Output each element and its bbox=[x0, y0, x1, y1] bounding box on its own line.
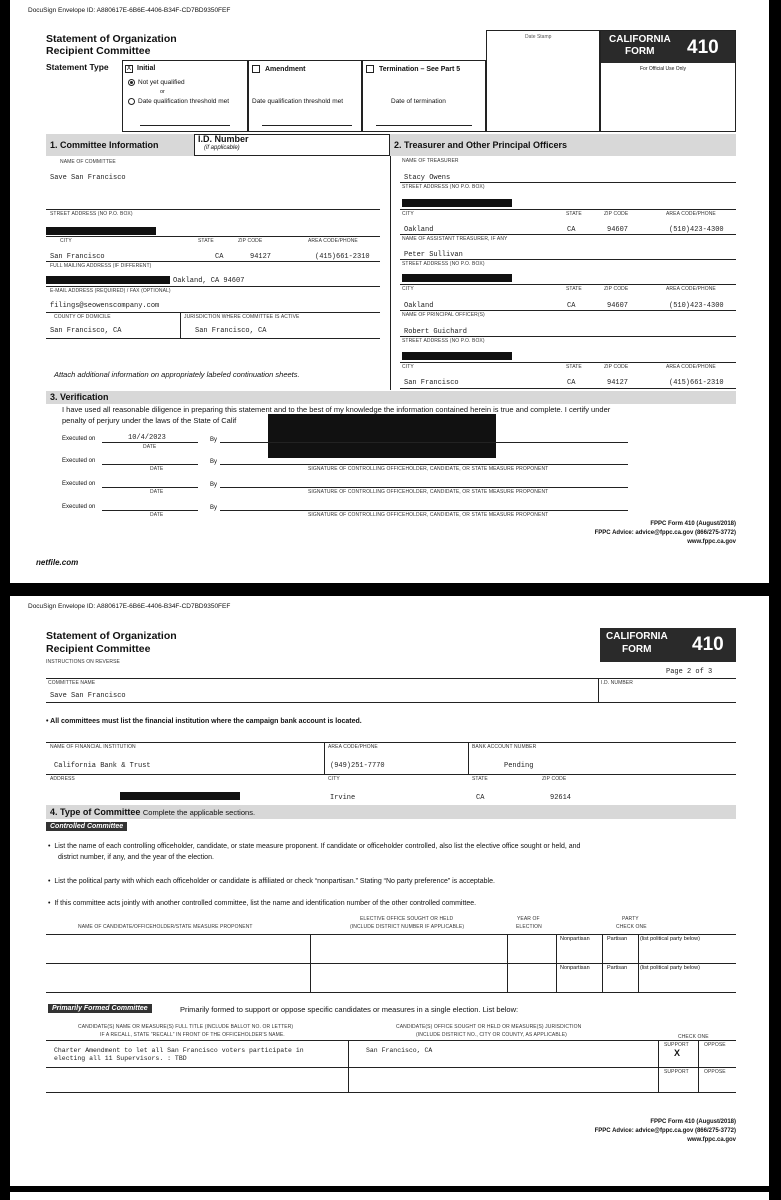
controlled-col-1 bbox=[310, 934, 311, 992]
fin-inst-value[interactable]: California Bank & Trust bbox=[54, 762, 151, 770]
form-410-header bbox=[600, 628, 736, 662]
bullet-2: • List the political party with which each officeholder or candidate is affiliated or check “nonpartisan.” Stating “No party preference” is acceptable. bbox=[48, 878, 495, 885]
col-year-header-2: ELECTION bbox=[516, 924, 542, 930]
redacted-treasurer-street bbox=[402, 199, 512, 207]
treasurer-name-label: NAME OF TREASURER bbox=[402, 158, 459, 164]
treasurer-city-label: CITY bbox=[402, 211, 414, 217]
id-number-divider bbox=[598, 678, 599, 702]
treasurer-city-line bbox=[400, 234, 736, 235]
form-california: CALIFORNIA bbox=[606, 631, 668, 642]
termination-date-label: Date of termination bbox=[391, 98, 446, 105]
redacted-assistant-street bbox=[402, 274, 512, 282]
principal-phone-label: AREA CODE/PHONE bbox=[666, 364, 716, 370]
bank-address-label: ADDRESS bbox=[50, 776, 75, 782]
treasurer-state-value[interactable]: CA bbox=[567, 226, 576, 234]
controlled-table-mid bbox=[46, 963, 736, 964]
netfile-logo: netfile.com bbox=[36, 558, 79, 567]
assistant-city-value[interactable]: Oakland bbox=[404, 302, 434, 310]
assistant-name-value[interactable]: Peter Sullivan bbox=[404, 251, 463, 259]
id-number-label: I.D. Number bbox=[198, 134, 249, 144]
date-line-2[interactable] bbox=[102, 464, 198, 465]
treasurer-street-line bbox=[400, 209, 736, 210]
amendment-threshold-label: Date qualification threshold met bbox=[252, 98, 344, 105]
statement-type-label: Statement Type bbox=[46, 62, 109, 72]
bank-account-value[interactable]: Pending bbox=[504, 762, 534, 770]
by-label-4: By bbox=[210, 505, 218, 511]
controlled-col-5 bbox=[638, 934, 639, 992]
bullet-3: • If this committee acts jointly with another controlled committee, list the name and identification number of the other controlled committee. bbox=[48, 900, 477, 907]
signature-line-2[interactable] bbox=[220, 464, 628, 465]
bank-zip-value[interactable]: 92614 bbox=[550, 794, 572, 802]
initial-label: Initial bbox=[137, 65, 156, 72]
pf-table-bottom bbox=[46, 1092, 736, 1093]
controlled-col-3 bbox=[556, 934, 557, 992]
form-form: FORM bbox=[625, 46, 655, 57]
assistant-state-label: STATE bbox=[566, 286, 582, 292]
footer-website[interactable]: www.fppc.ca.gov bbox=[687, 1137, 736, 1143]
not-yet-qualified-label: Not yet qualified bbox=[138, 79, 185, 86]
committee-name-value[interactable]: Save San Francisco bbox=[50, 174, 126, 182]
principal-state-label: STATE bbox=[566, 364, 582, 370]
principal-state-value[interactable]: CA bbox=[567, 379, 576, 387]
principal-city-value[interactable]: San Francisco bbox=[404, 379, 459, 387]
date-line-4[interactable] bbox=[102, 510, 198, 511]
principal-zip-label: ZIP CODE bbox=[604, 364, 629, 370]
bank-city-value[interactable]: Irvine bbox=[330, 794, 356, 802]
mailing-address-label: FULL MAILING ADDRESS (IF DIFFERENT) bbox=[50, 263, 152, 269]
footer-1 bbox=[595, 520, 736, 547]
bank-top-line bbox=[46, 742, 736, 743]
by-label-3: By bbox=[210, 482, 218, 488]
signature-label-4: SIGNATURE OF CONTROLLING OFFICEHOLDER, CANDIDATE, OR STATE MEASURE PROPONENT bbox=[308, 512, 549, 518]
bullet-3-text: If this committee acts jointly with another controlled committee, list the name and identification number of the other controlled committee. bbox=[54, 900, 477, 907]
date-label-1: DATE bbox=[143, 444, 157, 450]
executed-on-label-2: Executed on bbox=[62, 458, 96, 464]
mailing-line bbox=[46, 286, 380, 287]
form-page-1 bbox=[10, 0, 769, 583]
jurisdiction-label: JURISDICTION WHERE COMMITTEE IS ACTIVE bbox=[184, 314, 300, 320]
signature-label-3: SIGNATURE OF CONTROLLING OFFICEHOLDER, CANDIDATE, OR STATE MEASURE PROPONENT bbox=[308, 489, 549, 495]
not-yet-qualified-radio[interactable] bbox=[128, 79, 135, 86]
section-divider bbox=[390, 156, 391, 390]
id-number-label: I.D. NUMBER bbox=[601, 680, 633, 686]
bank-phone-value[interactable]: (949)251-7770 bbox=[330, 762, 385, 770]
date-label-3: DATE bbox=[150, 489, 164, 495]
signature-line-1[interactable] bbox=[220, 442, 628, 443]
footer-2 bbox=[595, 1118, 736, 1145]
id-applicable-label: (if applicable) bbox=[204, 145, 240, 151]
principal-name-value[interactable]: Robert Guichard bbox=[404, 328, 468, 336]
principal-city-label: CITY bbox=[402, 364, 414, 370]
controlled-col-4 bbox=[602, 934, 603, 992]
principal-zip-value[interactable]: 94127 bbox=[607, 379, 629, 387]
county-value[interactable]: San Francisco, CA bbox=[50, 327, 122, 335]
form-page-2 bbox=[10, 596, 769, 1186]
measure-jurisdiction-value[interactable]: San Francisco, CA bbox=[366, 1047, 433, 1054]
bank-zip-label: ZIP CODE bbox=[542, 776, 567, 782]
termination-label: Termination – See Part 5 bbox=[379, 66, 461, 73]
bullet-1-text: List the name of each controlling officeholder, candidate, or state measure proponent. If candidate or officeholder controlled, also list the elective office sought or held, and bbox=[54, 843, 581, 850]
footer-form-ref: FPPC Form 410 (August/2018) bbox=[650, 1119, 736, 1125]
county-label: COUNTY OF DOMICILE bbox=[54, 314, 111, 320]
nonpartisan-option-1[interactable]: Nonpartisan bbox=[560, 936, 590, 942]
controlled-table-top bbox=[46, 934, 736, 935]
committee-name-label: NAME OF COMMITTEE bbox=[60, 159, 116, 165]
envelope-id: DocuSign Envelope ID: A880617E-6B6E-4406-B34F-CD7BD9350FEF bbox=[28, 7, 231, 14]
committee-phone-value[interactable]: (415)661-2310 bbox=[315, 253, 370, 261]
bank-note-text: All committees must list the financial institution where the campaign bank account is located. bbox=[50, 718, 362, 725]
treasurer-name-line bbox=[400, 182, 736, 183]
envelope-id: DocuSign Envelope ID: A880617E-6B6E-4406-B34F-CD7BD9350FEF bbox=[28, 603, 231, 610]
committee-name-line bbox=[46, 209, 380, 210]
assistant-street-label: STREET ADDRESS (NO P.O. BOX) bbox=[402, 261, 485, 267]
email-value[interactable]: filings@seowenscompany.com bbox=[50, 302, 160, 310]
col-elective-header-1: ELECTIVE OFFICE SOUGHT OR HELD bbox=[360, 916, 454, 922]
email-line bbox=[46, 312, 380, 313]
form-number: 410 bbox=[692, 634, 724, 655]
redacted-mailing-address bbox=[46, 276, 170, 284]
col-year-header-1: YEAR OF bbox=[517, 916, 540, 922]
treasurer-city-value[interactable]: Oakland bbox=[404, 226, 434, 234]
or-label: or bbox=[160, 89, 165, 95]
signature-line-3[interactable] bbox=[220, 487, 628, 488]
threshold-met-radio[interactable] bbox=[128, 98, 135, 105]
col-party-header-2: CHECK ONE bbox=[616, 924, 647, 930]
bank-divider-2 bbox=[468, 742, 469, 774]
assistant-city-label: CITY bbox=[402, 286, 414, 292]
committee-phone-label: AREA CODE/PHONE bbox=[308, 238, 358, 244]
assistant-phone-label: AREA CODE/PHONE bbox=[666, 286, 716, 292]
date-stamp-label: Date Stamp bbox=[525, 34, 552, 40]
mailing-city-state-value[interactable]: Oakland, CA 94607 bbox=[173, 277, 245, 285]
form-subtitle: Recipient Committee bbox=[46, 45, 151, 57]
oppose-label-1: OPPOSE bbox=[704, 1042, 726, 1048]
form-page-3-edge bbox=[10, 1192, 769, 1200]
footer-advice: FPPC Advice: advice@fppc.ca.gov (866/275-3772) bbox=[594, 1128, 736, 1134]
signature-line-4[interactable] bbox=[220, 510, 628, 511]
pf-col2-header-2: (INCLUDE DISTRICT NO., CITY OR COUNTY, AS APPLICABLE) bbox=[416, 1032, 567, 1038]
termination-checkbox[interactable] bbox=[366, 65, 374, 73]
principal-street-label: STREET ADDRESS (NO P.O. BOX) bbox=[402, 338, 485, 344]
assistant-street-line bbox=[400, 284, 736, 285]
redacted-bank-address bbox=[120, 792, 240, 800]
bank-state-value[interactable]: CA bbox=[476, 794, 485, 802]
section-3-header: 3. Verification bbox=[46, 391, 736, 404]
form-subtitle: Recipient Committee bbox=[46, 643, 151, 655]
committee-city-value[interactable]: San Francisco bbox=[50, 253, 105, 261]
bullet-2-text: List the political party with which each officeholder or candidate is affiliated or check “nonpartisan.” Stating “No party preference” is acceptable. bbox=[54, 878, 495, 885]
partisan-option-2[interactable]: Partisan bbox=[607, 965, 628, 971]
section-4-title: 4. Type of Committee bbox=[50, 807, 141, 817]
committee-city-line bbox=[46, 261, 380, 262]
measure-title-line-2[interactable]: electing all 11 Supervisors. : TBD bbox=[54, 1055, 187, 1062]
committee-street-label: STREET ADDRESS (NO P.O. BOX) bbox=[50, 211, 133, 217]
form-form: FORM bbox=[622, 644, 652, 655]
committee-name-top-line bbox=[46, 678, 736, 679]
committee-state-value[interactable]: CA bbox=[215, 253, 224, 261]
principal-label: NAME OF PRINCIPAL OFFICER(S) bbox=[402, 312, 485, 318]
controlled-committee-tag: Controlled Committee bbox=[46, 822, 127, 831]
partisan-option-1[interactable]: Partisan bbox=[607, 936, 628, 942]
principal-city-line bbox=[400, 388, 736, 389]
date-line-3[interactable] bbox=[102, 487, 198, 488]
section-4-header bbox=[46, 805, 736, 819]
assistant-state-value[interactable]: CA bbox=[567, 302, 576, 310]
nonpartisan-option-2[interactable]: Nonpartisan bbox=[560, 965, 590, 971]
county-divider bbox=[180, 312, 181, 338]
committee-name-bottom-line bbox=[46, 702, 736, 703]
controlled-col-2 bbox=[507, 934, 508, 992]
pf-table-top bbox=[46, 1040, 736, 1041]
treasurer-zip-value[interactable]: 94607 bbox=[607, 226, 629, 234]
bank-state-label: STATE bbox=[472, 776, 488, 782]
committee-name-value[interactable]: Save San Francisco bbox=[50, 692, 126, 700]
footer-form-ref: FPPC Form 410 (August/2018) bbox=[650, 521, 736, 527]
treasurer-street-label: STREET ADDRESS (NO P.O. BOX) bbox=[402, 184, 485, 190]
redacted-committee-street bbox=[46, 227, 156, 235]
pf-col1-header-2: IF A RECALL, STATE “RECALL” IN FRONT OF THE OFFICEHOLDER'S NAME. bbox=[100, 1032, 285, 1038]
list-party-label-1: (list political party below) bbox=[640, 936, 700, 942]
threshold-met-label: Date qualification threshold met bbox=[138, 98, 230, 105]
bank-account-label: BANK ACCOUNT NUMBER bbox=[472, 744, 537, 750]
treasurer-phone-label: AREA CODE/PHONE bbox=[666, 211, 716, 217]
treasurer-name-value[interactable]: Stacy Owens bbox=[404, 174, 451, 182]
committee-street-line bbox=[46, 236, 380, 237]
assistant-label: NAME OF ASSISTANT TREASURER, IF ANY bbox=[402, 236, 508, 242]
form-title: Statement of Organization bbox=[46, 630, 177, 642]
treasurer-state-label: STATE bbox=[566, 211, 582, 217]
form-number: 410 bbox=[687, 37, 719, 58]
form-410-header bbox=[601, 31, 735, 63]
bullet-1: • List the name of each controlling officeholder, candidate, or state measure proponent. If candidate or officeholder controlled, also list the elective office sought or held, and bbox=[48, 843, 581, 850]
termination-date-line[interactable] bbox=[376, 125, 472, 126]
pf-col2-header-1: CANDIDATE(S) OFFICE SOUGHT OR HELD OR MEASURE(S) JURISDICTION bbox=[396, 1024, 582, 1030]
page-of-label: Page 2 of 3 bbox=[666, 668, 713, 676]
assistant-zip-label: ZIP CODE bbox=[604, 286, 629, 292]
treasurer-zip-label: ZIP CODE bbox=[604, 211, 629, 217]
bank-note: • All committees must list the financial institution where the campaign bank account is located. bbox=[46, 718, 362, 725]
support-check-mark[interactable]: X bbox=[674, 1048, 681, 1058]
verification-text-1: I have used all reasonable diligence in preparing this statement and to the best of my knowledge the information contained herein is true and complete. I certify under bbox=[62, 405, 611, 414]
committee-city-label: CITY bbox=[60, 238, 72, 244]
col-elective-header-2: (INCLUDE DISTRICT NUMBER IF APPLICABLE) bbox=[350, 924, 465, 930]
pf-col-divider-1 bbox=[348, 1040, 349, 1092]
committee-zip-label: ZIP CODE bbox=[238, 238, 263, 244]
pf-col-divider-3 bbox=[698, 1040, 699, 1092]
instructions-label: INSTRUCTIONS ON REVERSE bbox=[46, 659, 120, 665]
verification-text-2: penalty of perjury under the laws of the State of Calif bbox=[62, 416, 237, 425]
amendment-date-line[interactable] bbox=[262, 125, 352, 126]
amendment-label: Amendment bbox=[265, 66, 306, 73]
section-2-header: 2. Treasurer and Other Principal Officers bbox=[390, 134, 736, 156]
committee-name-label: COMMITTEE NAME bbox=[48, 680, 96, 686]
executed-date-value[interactable]: 10/4/2023 bbox=[128, 434, 166, 442]
support-label-2: SUPPORT bbox=[664, 1069, 689, 1075]
bank-phone-label: AREA CODE/PHONE bbox=[328, 744, 378, 750]
redacted-principal-street bbox=[402, 352, 512, 360]
assistant-city-line bbox=[400, 310, 736, 311]
executed-on-label-4: Executed on bbox=[62, 504, 96, 510]
bank-divider-1 bbox=[324, 742, 325, 774]
footer-website[interactable]: www.fppc.ca.gov bbox=[687, 539, 736, 545]
pf-col-divider-2 bbox=[658, 1040, 659, 1092]
principal-phone-value[interactable]: (415)661-2310 bbox=[669, 379, 724, 387]
bank-city-label: CITY bbox=[328, 776, 340, 782]
controlled-table-bottom bbox=[46, 992, 736, 993]
executed-on-label-3: Executed on bbox=[62, 481, 96, 487]
redacted-signature bbox=[268, 414, 496, 458]
principal-street-line bbox=[400, 362, 736, 363]
assistant-zip-value[interactable]: 94607 bbox=[607, 302, 629, 310]
section-1-header: 1. Committee Information bbox=[46, 134, 194, 156]
pf-col1-header-1: CANDIDATE(S) NAME OR MEASURE(S) FULL TITLE (INCLUDE BALLOT NO. OR LETTER) bbox=[78, 1024, 294, 1030]
assistant-name-line bbox=[400, 259, 736, 260]
bullet-1b-text: district number, if any, and the year of the election. bbox=[58, 854, 214, 861]
jurisdiction-value[interactable]: San Francisco, CA bbox=[195, 327, 267, 335]
date-line-1[interactable] bbox=[102, 442, 198, 443]
support-label-1: SUPPORT bbox=[664, 1042, 689, 1048]
committee-zip-value[interactable]: 94127 bbox=[250, 253, 272, 261]
fin-inst-label: NAME OF FINANCIAL INSTITUTION bbox=[50, 744, 136, 750]
by-label-1: By bbox=[210, 437, 218, 443]
committee-state-label: STATE bbox=[198, 238, 214, 244]
list-party-label-2: (list political party below) bbox=[640, 965, 700, 971]
email-label: E-MAIL ADDRESS (REQUIRED) / FAX (OPTIONAL) bbox=[50, 288, 171, 294]
oppose-label-2: OPPOSE bbox=[704, 1069, 726, 1075]
footer-advice: FPPC Advice: advice@fppc.ca.gov (866/275-3772) bbox=[594, 530, 736, 536]
pf-check-one: CHECK ONE bbox=[678, 1034, 709, 1040]
primarily-formed-text: Primarily formed to support or oppose specific candidates or measures in a single election. List below: bbox=[180, 1005, 519, 1014]
measure-title-line-1[interactable]: Charter Amendment to let all San Francisco voters participate in bbox=[54, 1047, 304, 1054]
bank-mid-line bbox=[46, 774, 736, 775]
form-california: CALIFORNIA bbox=[609, 34, 671, 45]
col-party-header-1: PARTY bbox=[622, 916, 639, 922]
form-title: Statement of Organization bbox=[46, 33, 177, 45]
section-4-subtitle: Complete the applicable sections. bbox=[142, 808, 256, 817]
initial-checkbox[interactable]: X bbox=[126, 65, 132, 72]
date-label-2: DATE bbox=[150, 466, 164, 472]
primarily-formed-tag: Primarily Formed Committee bbox=[48, 1004, 152, 1013]
signature-label-2: SIGNATURE OF CONTROLLING OFFICEHOLDER, CANDIDATE, OR STATE MEASURE PROPONENT bbox=[308, 466, 549, 472]
col-candidate-header: NAME OF CANDIDATE/OFFICEHOLDER/STATE MEASURE PROPONENT bbox=[78, 924, 253, 930]
initial-date-line[interactable] bbox=[140, 125, 230, 126]
date-label-4: DATE bbox=[150, 512, 164, 518]
amendment-checkbox[interactable] bbox=[252, 65, 260, 73]
pf-table-mid bbox=[46, 1067, 736, 1068]
county-line bbox=[46, 338, 380, 339]
executed-on-label-1: Executed on bbox=[62, 436, 96, 442]
by-label-2: By bbox=[210, 459, 218, 465]
principal-name-line bbox=[400, 336, 736, 337]
assistant-phone-value[interactable]: (510)423-4300 bbox=[669, 302, 724, 310]
date-stamp-box bbox=[486, 30, 600, 132]
official-use-label: For Official Use Only bbox=[640, 66, 687, 72]
treasurer-phone-value[interactable]: (510)423-4300 bbox=[669, 226, 724, 234]
attach-note: Attach additional information on appropriately labeled continuation sheets. bbox=[54, 370, 300, 379]
